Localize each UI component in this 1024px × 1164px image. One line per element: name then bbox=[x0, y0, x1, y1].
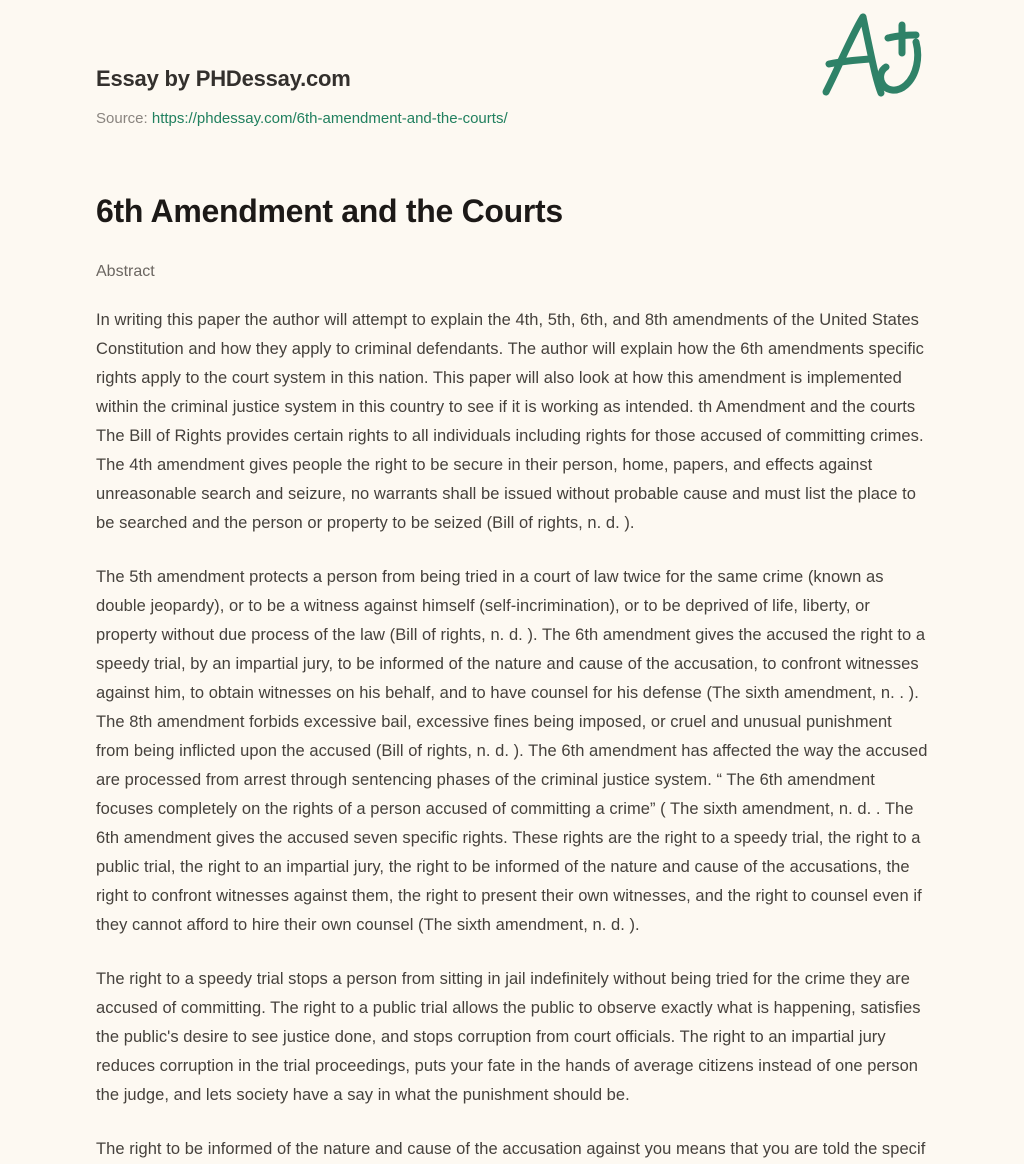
brand-title: Essay by PHDessay.com bbox=[96, 66, 351, 91]
page-header bbox=[96, 0, 928, 129]
source-label: Source: bbox=[96, 110, 148, 128]
source-line bbox=[96, 108, 928, 129]
page-title: 6th Amendment and the Courts bbox=[96, 193, 563, 230]
body-paragraph: The right to a speedy trial stops a person from sitting in jail indefinitely without being tried for the crime they are accused of committing. The right to a public trial allows the public to observe exactly what is happening, satisfies the public's desire to see justice done, and stops corruption from court officials. The right to an impartial jury reduces corruption in the trial proceedings, puts your fate in the hands of average citizens instead of one person the judge, and lets society have a say in what the punishment should be. bbox=[96, 969, 921, 1104]
source-url-link[interactable]: https://phdessay.com/6th-amendment-and-the-courts/ bbox=[151, 110, 508, 128]
body-paragraph: In writing this paper the author will attempt to explain the 4th, 5th, 6th, and 8th amendments of the United States Constitution and how they apply to criminal defendants. The author will explain how the 6th amendments specific rights apply to the court system in this nation. This paper will also look at how this amendment is implemented within the criminal justice system in this country to see if it is working as intended. th Amendment and the courts The Bill of Rights provides certain rights to all individuals including rights for those accused of committing crimes. The 4th amendment gives people the right to be secure in their person, home, papers, and effects against unreasonable search and seizure, no warrants shall be issued without probable cause and must list the place to be searched and the person or property to be seized (Bill of rights, n. d. ). bbox=[96, 310, 924, 532]
essay-body bbox=[96, 306, 928, 1164]
section-label-abstract: Abstract bbox=[96, 263, 155, 281]
a-plus-logo-icon bbox=[816, 9, 928, 101]
body-paragraph: The right to be informed of the nature and cause of the accusation against you means that you are told the specif bbox=[96, 1139, 926, 1158]
body-paragraph: The 5th amendment protects a person from being tried in a court of law twice for the same crime (known as double jeopardy), or to be a witness against himself (self-incrimination), or to be deprived of life, liberty, or property without due process of the law (Bill of rights, n. d. ). The 6th amendment gives the accused the right to a speedy trial, by an impartial jury, to be informed of the nature and cause of the accusation, to confront witnesses against him, to obtain witnesses on his behalf, and to have counsel for his defense (The sixth amendment, n. . ). The 8th amendment forbids excessive bail, excessive fines being imposed, or cruel and unusual punishment from being inflicted upon the accused (Bill of rights, n. d. ). The 6th amendment has affected the way the accused are processed from arrest through sentencing phases of the criminal justice system. “ The 6th amendment focuses completely on the rights of a person accused of committing a crime” ( The sixth amendment, n. d. . The 6th amendment gives the accused seven specific rights. These rights are the right to a speedy trial, the right to a public trial, the right to an impartial jury, the right to be informed of the nature and cause of the accusations, the right to confront witnesses against them, the right to present their own witnesses, and the right to counsel even if they cannot afford to hire their own counsel (The sixth amendment, n. d. ). bbox=[96, 567, 928, 934]
